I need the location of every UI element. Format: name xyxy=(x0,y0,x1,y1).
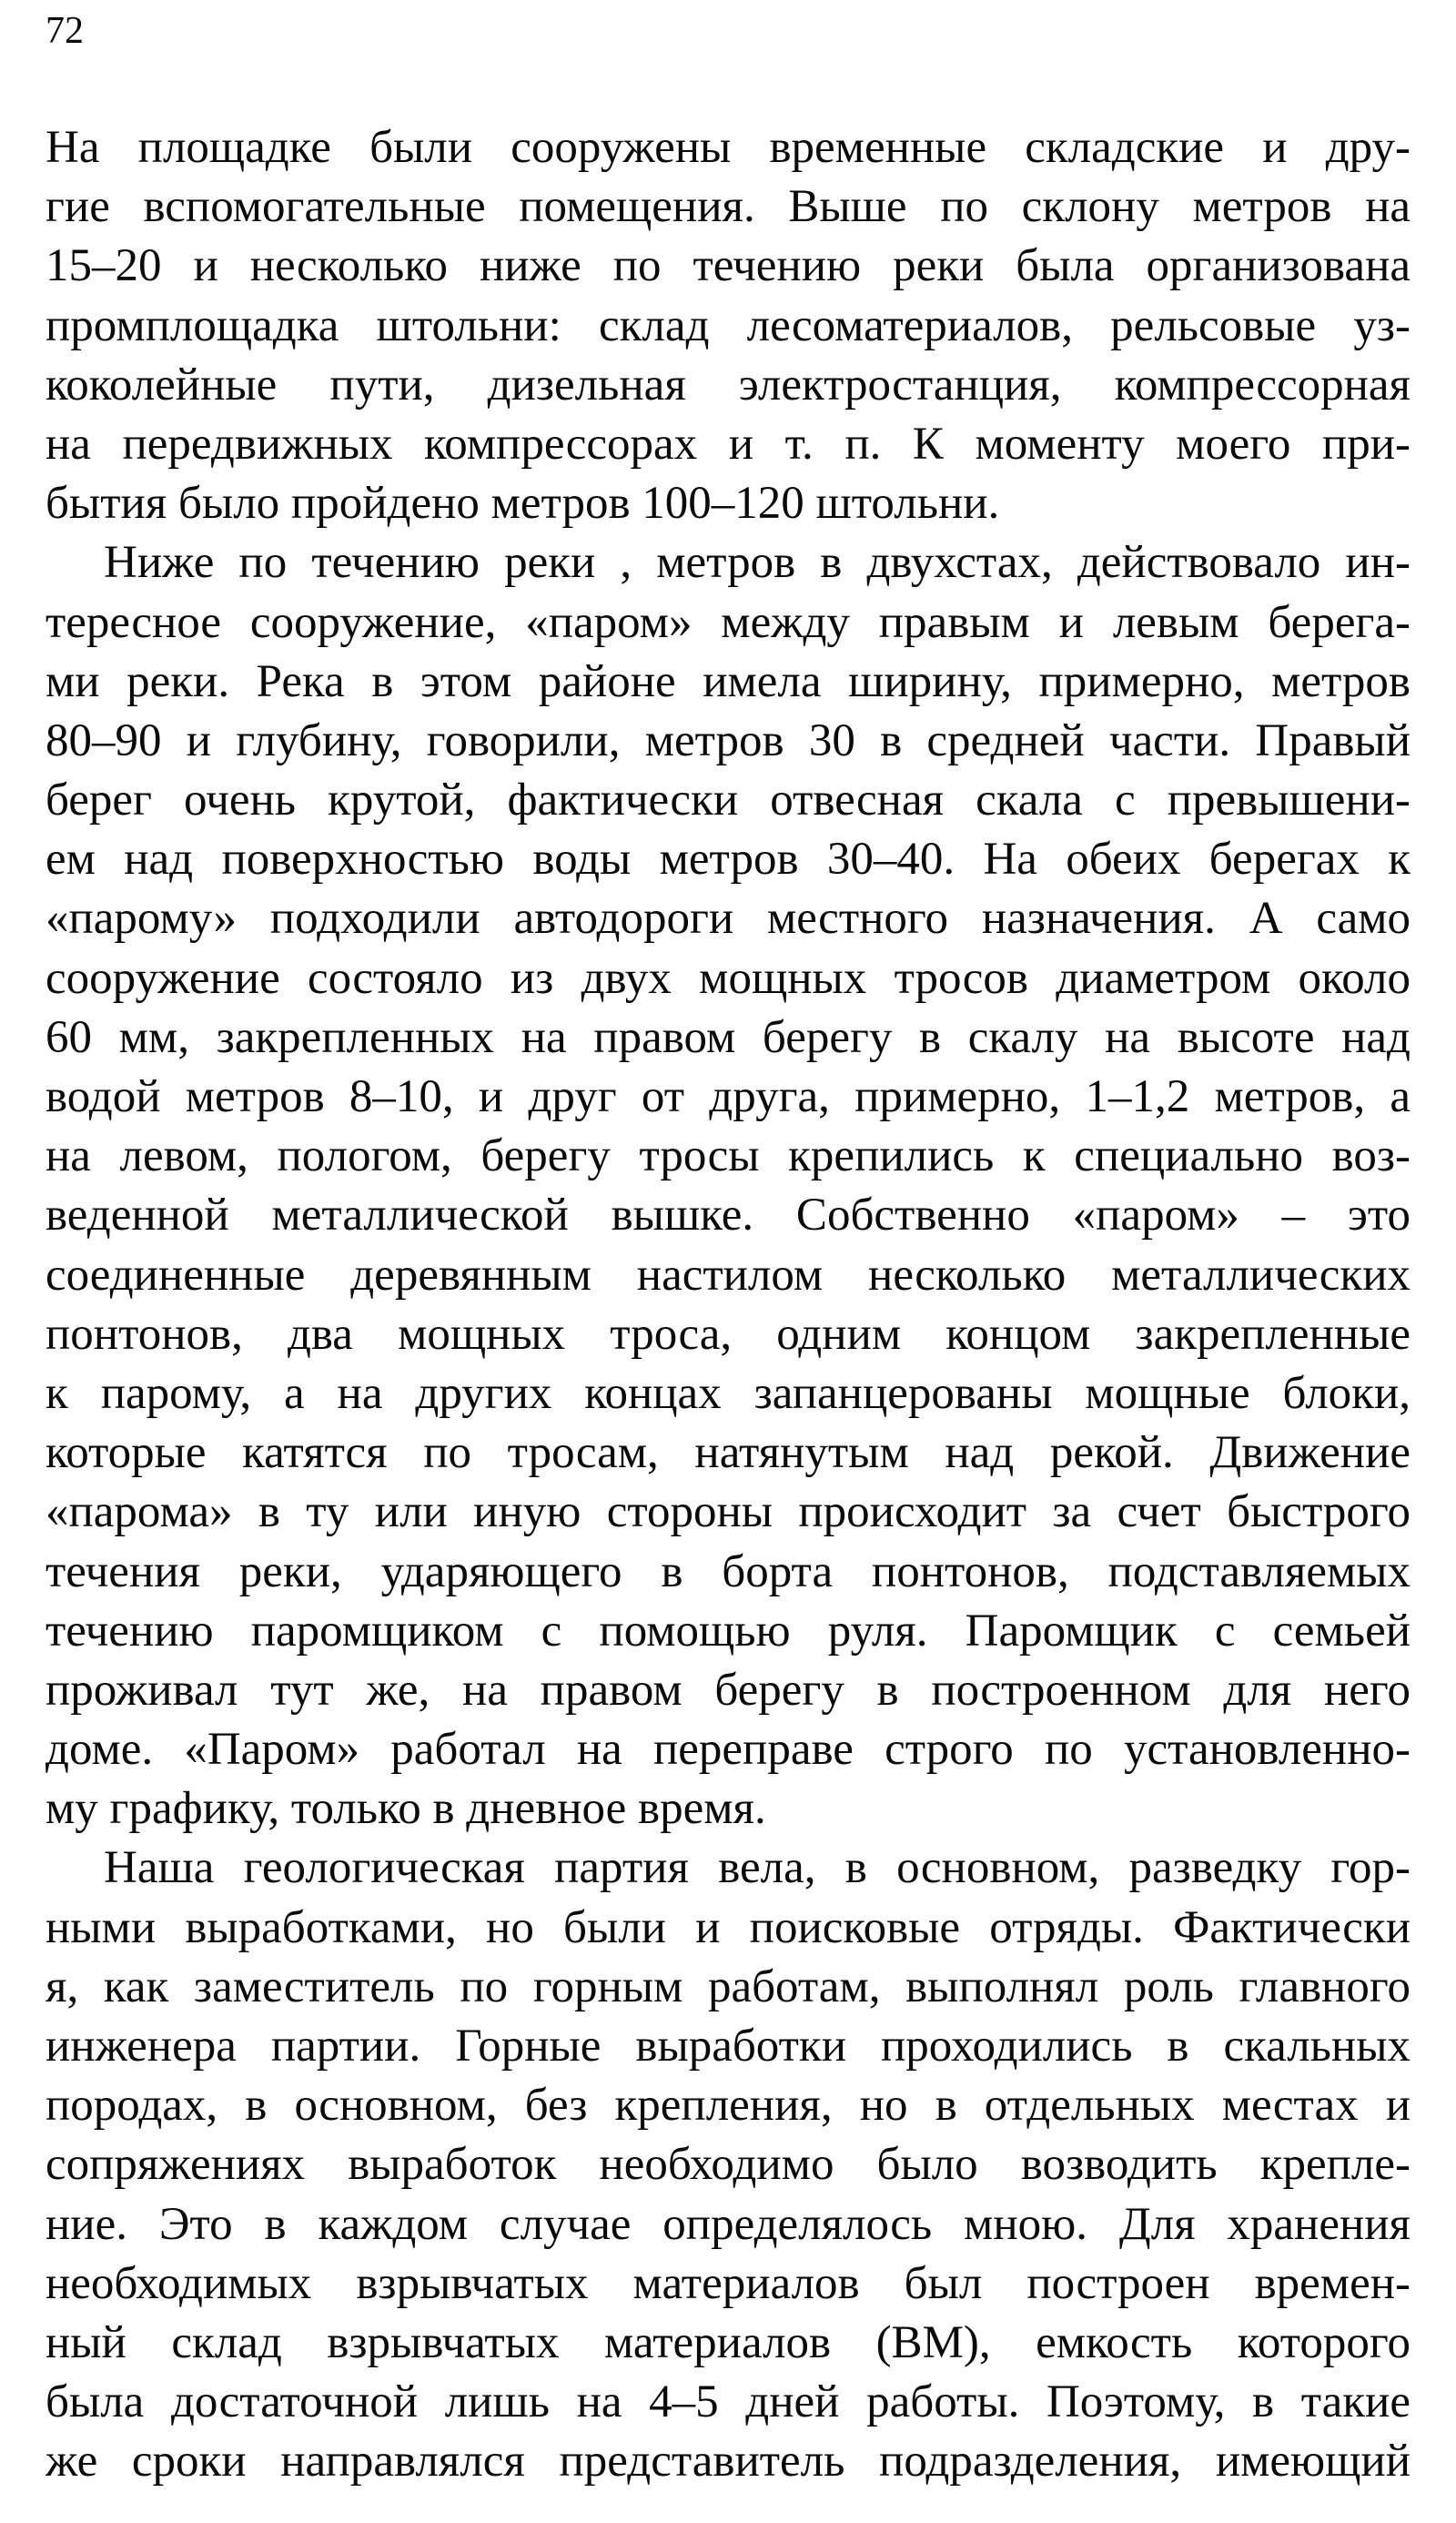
text-line: Ниже по течению реки , метров в двухстах, действовало ин- xyxy=(104,537,1410,589)
text-line: доме. «Паром» работал на переправе строго по установленно- xyxy=(46,1724,1410,1776)
text-line: бытия было пройдено метров 100–120 штольни. xyxy=(46,478,1000,530)
text-line: сооружение состояло из двух мощных тросов диаметром около xyxy=(46,952,1410,1004)
text-line: ными выработками, но были и поисковые отряды. Фактически xyxy=(46,1901,1410,1953)
text-line: промплощадка штольни: склад лесоматериалов, рельсовые уз- xyxy=(46,299,1410,351)
text-line: 15–20 и несколько ниже по течению реки была организована xyxy=(46,240,1410,292)
text-line: которые катятся по тросам, натянутым над рекой. Движение xyxy=(46,1427,1410,1479)
text-line: течения реки, ударяющего в борта понтонов, подставляемых xyxy=(46,1545,1410,1597)
text-line: на передвижных компрессорах и т. п. К моменту моего при- xyxy=(46,418,1410,470)
text-line: ный склад взрывчатых материалов (ВМ), емкость которого xyxy=(46,2316,1410,2368)
text-line: ем над поверхностью воды метров 30–40. На обеих берегах к xyxy=(46,834,1410,886)
text-line: породах, в основном, без крепления, но в отдельных местах и xyxy=(46,2080,1410,2132)
text-line: же сроки направлялся представитель подразделения, имеющий xyxy=(46,2436,1410,2488)
text-line: «парома» в ту или иную стороны происходит за счет быстрого xyxy=(46,1486,1410,1538)
text-line: ние. Это в каждом случае определялось мною. Для хранения xyxy=(46,2198,1410,2250)
text-line: гие вспомогательные помещения. Выше по склону метров на xyxy=(46,181,1410,233)
text-line: «парому» подходили автодороги местного назначения. А само xyxy=(46,893,1410,945)
text-line: к парому, а на других концах запанцерованы мощные блоки, xyxy=(46,1367,1410,1419)
text-line: инженера партии. Горные выработки проходились в скальных xyxy=(46,2021,1410,2072)
text-line: течению паромщиком с помощью руля. Паромщик с семьей xyxy=(46,1605,1410,1657)
text-line: берег очень крутой, фактически отвесная скала с превышени- xyxy=(46,775,1410,826)
text-line: водой метров 8–10, и друг от друга, примерно, 1–1,2 метров, а xyxy=(46,1071,1410,1122)
text-line: соединенные деревянным настилом несколько металлических xyxy=(46,1249,1410,1301)
text-line: была достаточной лишь на 4–5 дней работы. Поэтому, в такие xyxy=(46,2376,1410,2428)
text-line: 80–90 и глубину, говорили, метров 30 в средней части. Правый xyxy=(46,714,1410,766)
page-number: 72 xyxy=(46,10,84,52)
text-line: сопряжениях выработок необходимо было возводить крепле- xyxy=(46,2139,1410,2191)
text-line: необходимых взрывчатых материалов был построен времен- xyxy=(46,2257,1410,2309)
text-line: му графику, только в дневное время. xyxy=(46,1783,766,1835)
text-line: на левом, пологом, берегу тросы крепились к специально воз- xyxy=(46,1130,1410,1182)
text-line: проживал тут же, на правом берегу в построенном для него xyxy=(46,1664,1410,1716)
body-text xyxy=(46,118,1410,2492)
text-line: На площадке были сооружены временные складские и дру- xyxy=(46,122,1410,173)
text-line: Наша геологическая партия вела, в основном, разведку гор- xyxy=(104,1842,1410,1894)
text-line: я, как заместитель по горным работам, выполнял роль главного xyxy=(46,1961,1410,2012)
text-line: коколейные пути, дизельная электростанция, компрессорная xyxy=(46,359,1410,410)
text-line: 60 мм, закрепленных на правом берегу в скалу на высоте над xyxy=(46,1011,1410,1063)
text-line: понтонов, два мощных троса, одним концом закрепленные xyxy=(46,1308,1410,1360)
text-line: веденной металлической вышке. Собственно «паром» – это xyxy=(46,1190,1410,1241)
text-line: ми реки. Река в этом районе имела ширину, примерно, метров xyxy=(46,655,1410,707)
text-line: тересное сооружение, «паром» между правым и левым берега- xyxy=(46,596,1410,648)
